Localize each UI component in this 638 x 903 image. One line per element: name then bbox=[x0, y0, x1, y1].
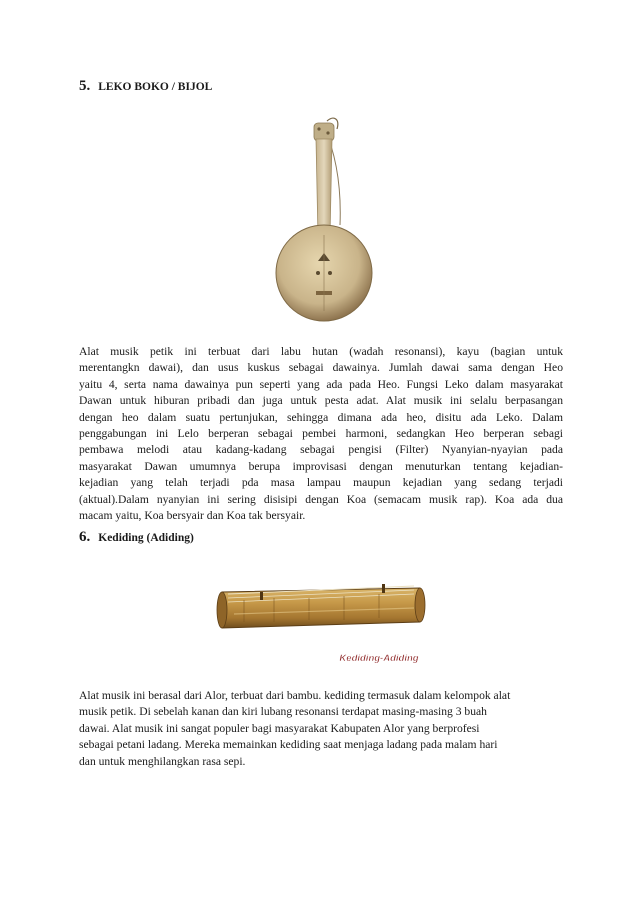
paragraph-line: (aktual).Dalam nyanyian ini sering disisipi dengan Koa (semacam musik rap). Koa ada dua bbox=[79, 492, 563, 506]
paragraph-line: macam yaitu, Koa bersyair dan Koa tak bersyair. bbox=[79, 508, 306, 522]
paragraph-line: kejadian yang telah terjadi pda masa lampau maupun kejadian yang sedang terjadi bbox=[79, 476, 563, 490]
paragraph-line: dengan heo dalam suatu pertunjukan, sehingga dimana ada heo, disitu ada Leko. Dalam bbox=[79, 410, 563, 424]
kediding-image bbox=[214, 570, 432, 668]
section-title: Kediding (Adiding) bbox=[98, 532, 194, 544]
section-6-heading bbox=[79, 529, 194, 546]
paragraph-line: yaitu 4, serta nama dawainya pun seperti yang ada pada Heo. Fungsi Leko dalam masyarakat bbox=[79, 377, 563, 391]
paragraph-line: merentangkn dawai), dan usus kuskus sebagai dawainya. Jumlah dawai sama dengan Heo bbox=[79, 361, 563, 375]
paragraph-line: dawai. Alat musik ini sangat populer bagi masyarakat Kabupaten Alor yang berprofesi bbox=[79, 721, 480, 735]
paragraph-line: Dawan untuk hiburan pribadi dan juga untuk pesta adat. Alat musik ini selalu berpasangan bbox=[79, 394, 563, 408]
paragraph-line: musik petik. Di sebelah kanan dan kiri lubang resonansi terdapat masing-masing 3 buah bbox=[79, 705, 487, 719]
paragraph-line: Alat musik ini berasal dari Alor, terbuat dari bambu. kediding termasuk dalam kelompok alat bbox=[79, 689, 511, 702]
paragraph-line: penggabungan ini Lelo berperan sebagai pembei harmoni, sedangkan Heo berperan sebagi bbox=[79, 426, 563, 440]
paragraph-line: sebagai petani ladang. Mereka memainkan kediding saat menjaga ladang pada malam hari bbox=[79, 738, 498, 752]
paragraph-line: pembawa melodi atau kadang-kadang sebagai pengisi (Filter) Nyanyian-nyayian pada bbox=[79, 443, 563, 457]
section-number: 5. bbox=[79, 78, 91, 94]
paragraph-line: dan untuk menghilangkan rasa sepi. bbox=[79, 754, 246, 768]
paragraph-line: Alat musik petik ini terbuat dari labu hutan (wadah resonansi), kayu (bagian untuk bbox=[79, 345, 563, 358]
section-6-paragraph bbox=[79, 688, 563, 770]
section-5-heading bbox=[79, 78, 212, 95]
leko-boko-image bbox=[262, 115, 392, 330]
section-number: 6. bbox=[79, 529, 91, 545]
section-title: LEKO BOKO / BIJOL bbox=[98, 81, 213, 93]
section-5-paragraph bbox=[79, 344, 563, 524]
image-caption: Kediding-Adiding bbox=[339, 653, 419, 664]
paragraph-line: masyarakat Dawan umumnya berupa improvisasi dengan menuturkan tentang kejadian- bbox=[79, 459, 563, 473]
